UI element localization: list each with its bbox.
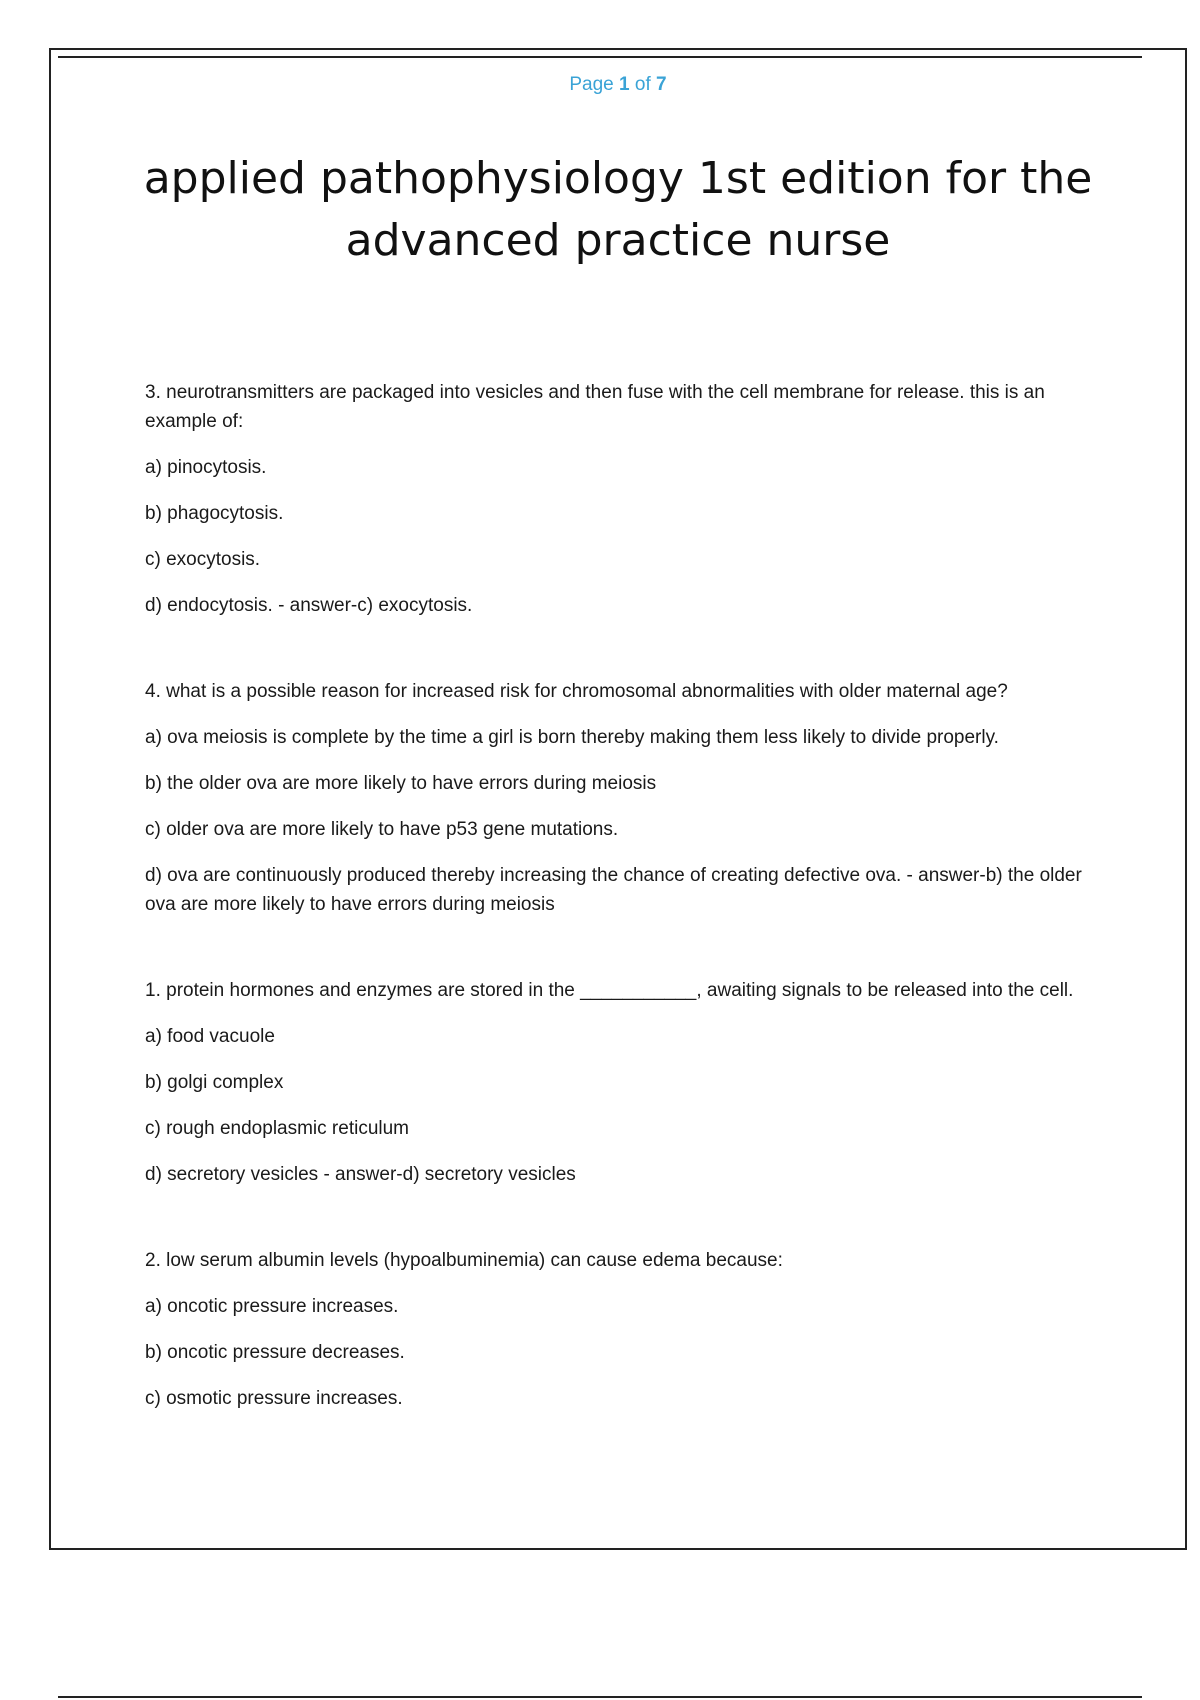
option-c: c) rough endoplasmic reticulum: [145, 1118, 410, 1139]
header-rule: [58, 56, 1142, 58]
title-line-1: applied pathophysiology 1st edition for the: [143, 153, 1093, 204]
page-total: 7: [656, 74, 667, 95]
page-current: 1: [619, 74, 630, 95]
option-d-with-answer: d) secretory vesicles - answer-d) secretory vesicles: [145, 1164, 576, 1185]
question-list: [145, 378, 1095, 1430]
page-indicator: [0, 74, 1200, 96]
option-b: b) phagocytosis.: [145, 503, 284, 524]
question-2: [145, 1246, 1095, 1413]
question-4: [145, 677, 1095, 919]
option-d-with-answer: d) ova are continuously produced thereby increasing the chance of creating defective ova. - answer-b) the older ova are more likely to have errors during meiosis: [145, 865, 1082, 915]
option-c: c) older ova are more likely to have p53 gene mutations.: [145, 819, 619, 840]
option-d-with-answer: d) endocytosis. - answer-c) exocytosis.: [145, 595, 473, 616]
option-b: b) oncotic pressure decreases.: [145, 1342, 405, 1363]
question-1: [145, 976, 1095, 1189]
question-text: 2. low serum albumin levels (hypoalbuminemia) can cause edema because:: [145, 1250, 783, 1271]
option-c: c) osmotic pressure increases.: [145, 1388, 403, 1409]
footer-rule: [58, 1696, 1142, 1698]
option-a: a) food vacuole: [145, 1026, 275, 1047]
option-c: c) exocytosis.: [145, 549, 261, 570]
document-title: [100, 148, 1136, 272]
option-b: b) golgi complex: [145, 1072, 284, 1093]
question-text: 1. protein hormones and enzymes are stored in the ___________, awaiting signals to be released into the cell.: [145, 980, 1074, 1001]
page-of: of: [634, 74, 651, 95]
option-b: b) the older ova are more likely to have errors during meiosis: [145, 773, 657, 794]
option-a: a) pinocytosis.: [145, 457, 267, 478]
option-a: a) oncotic pressure increases.: [145, 1296, 399, 1317]
question-3: [145, 378, 1095, 620]
question-text: 4. what is a possible reason for increased risk for chromosomal abnormalities with older maternal age?: [145, 681, 1008, 702]
question-text: 3. neurotransmitters are packaged into vesicles and then fuse with the cell membrane for release. this is an example of:: [145, 382, 1045, 432]
title-line-2: advanced practice nurse: [345, 215, 891, 266]
option-a: a) ova meiosis is complete by the time a girl is born thereby making them less likely to divide properly.: [145, 727, 999, 748]
page-prefix: Page: [569, 74, 614, 95]
